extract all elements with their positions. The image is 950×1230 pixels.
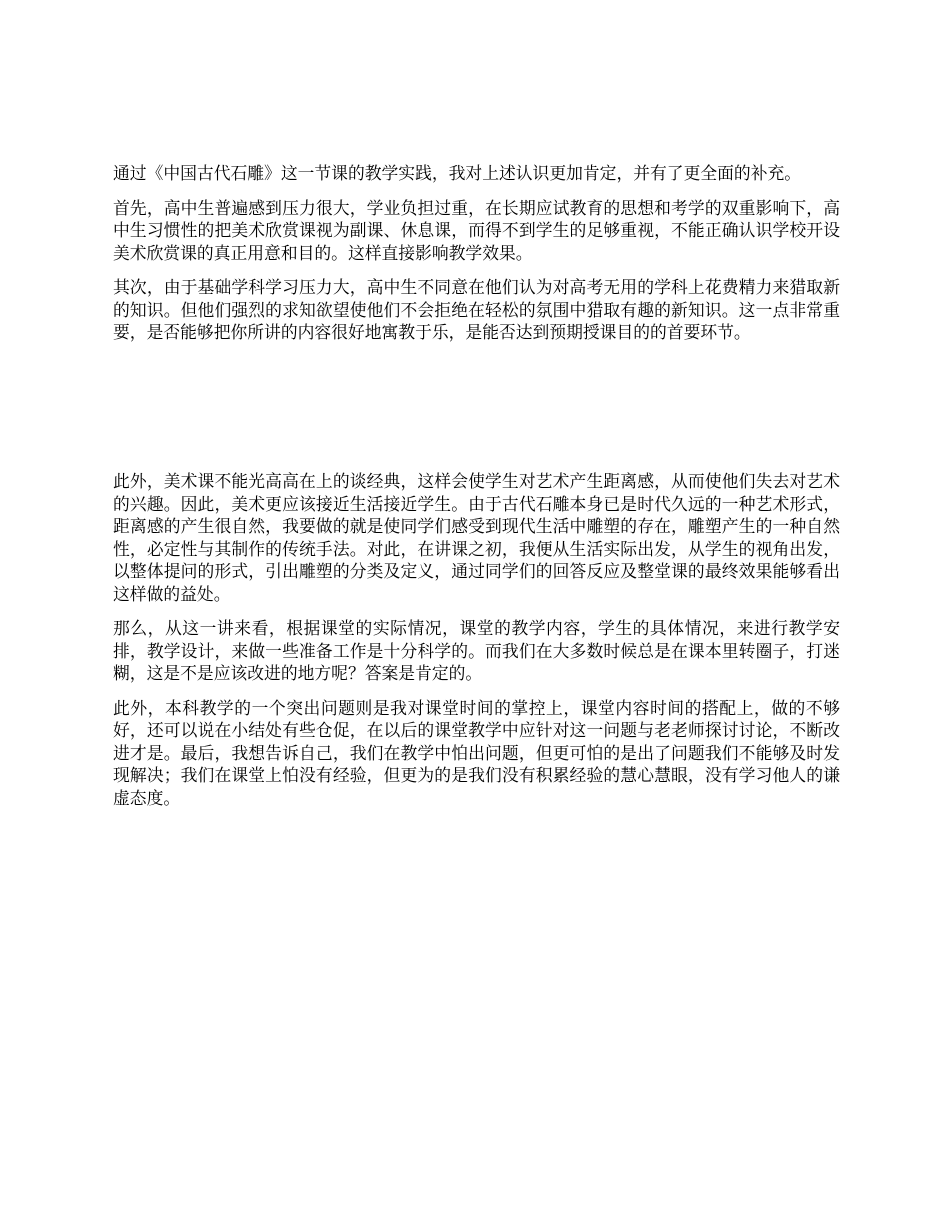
paragraph-second-point: 其次，由于基础学科学习压力大，高中生不同意在他们认为对高考无用的学科上花费精力来猎取新的知识。但他们强烈的求知欲望使他们不会拒绝在轻松的氛围中猎取有趣的新知识。这一点非常重要，是否能够把你所讲的内容很好地寓教于乐，是能否达到预期授课目的的首要环节。: [113, 277, 840, 342]
paragraph-intro: 通过《中国古代石雕》这一节课的教学实践，我对上述认识更加肯定，并有了更全面的补充。: [113, 163, 802, 183]
text-section-2: [113, 470, 840, 821]
paragraph-art-distance: 此外，美术课不能光高高在上的谈经典，这样会使学生对艺术产生距离感，从而使他们失去对艺术的兴趣。因此，美术更应该接近生活接近学生。由于古代石雕本身已是时代久远的一种艺术形式，距离感的产生很自然，我要做的就是使同学们感受到现代生活中雕塑的存在，雕塑产生的一种自然性，必定性与其制作的传统手法。对此，在讲课之初，我便从生活实际出发，从学生的视角出发，以整体提问的形式，引出雕塑的分类及定义，通过同学们的回答反应及整堂课的最终效果能够看出这样做的益处。: [113, 471, 840, 604]
paragraph-teaching-plan: 那么，从这一讲来看，根据课堂的实际情况，课堂的教学内容，学生的具体情况，来进行教学安排，教学设计，来做一些准备工作是十分科学的。而我们在大多数时候总是在课本里转圈子，打迷糊，这是不是应该改进的地方呢？答案是肯定的。: [113, 618, 840, 683]
text-section-1: [113, 162, 840, 356]
paragraph-first-point: 首先，高中生普遍感到压力很大，学业负担过重，在长期应试教育的思想和考学的双重影响下，高中生习惯性的把美术欣赏课视为副课、休息课，而得不到学生的足够重视，不能正确认识学校开设美术欣赏课的真正用意和目的。这样直接影响教学效果。: [113, 197, 840, 263]
paragraph-reflection: 此外，本科教学的一个突出问题则是我对课堂时间的掌控上，课堂内容时间的搭配上，做的不够好，还可以说在小结处有些仓促，在以后的课堂教学中应针对这一问题与老老师探讨讨论，不断改进才是。最后，我想告诉自己，我们在教学中怕出问题，但更可怕的是出了问题我们不能够及时发现解决；我们在课堂上怕没有经验，但更为的是我们没有积累经验的慧心慧眼，没有学习他人的谦虚态度。: [113, 697, 840, 808]
